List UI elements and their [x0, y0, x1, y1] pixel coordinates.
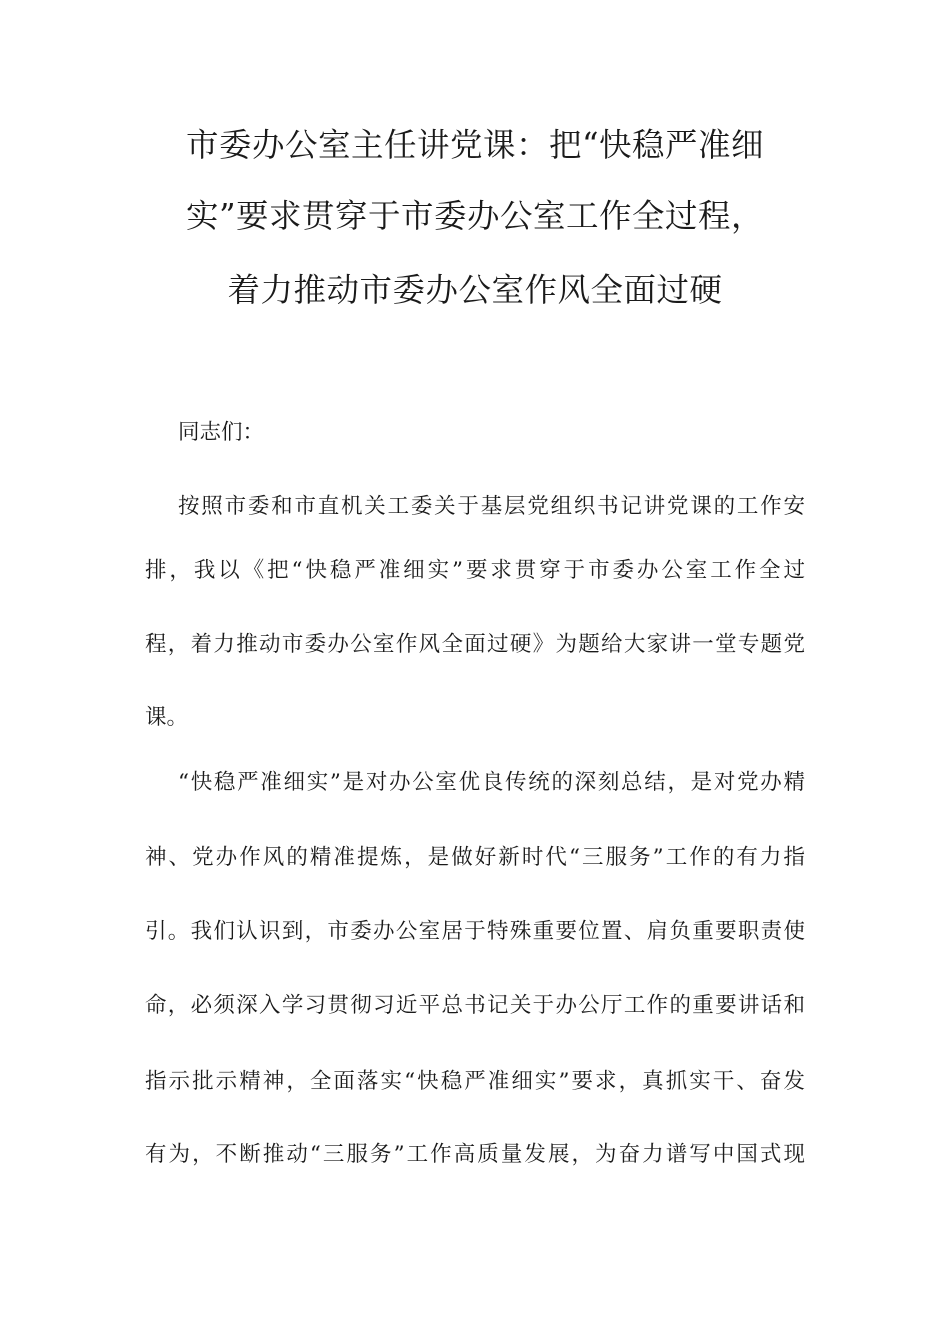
paragraph-line: “快稳严准细实”是对办公室优良传统的深刻总结，是对党办精 [178, 770, 805, 795]
salutation: 同志们： [178, 420, 265, 445]
paragraph-line: 课。 [145, 705, 189, 730]
paragraph-line: 指示批示精神，全面落实“快稳严准细实”要求，真抓实干、奋发 [145, 1069, 805, 1094]
title-line-3: 着力推动市委办公室作风全面过硬 [227, 271, 723, 309]
paragraph-line: 按照市委和市直机关工委关于基层党组织书记讲党课的工作安 [178, 494, 805, 519]
title-line-1: 市委办公室主任讲党课：把“快稳严准细 [185, 126, 765, 164]
paragraph-line: 排，我以《把“快稳严准细实”要求贯穿于市委办公室工作全过 [145, 558, 805, 583]
title-line-2: 实”要求贯穿于市委办公室工作全过程， [185, 197, 765, 235]
paragraph-line: 有为，不断推动“三服务”工作高质量发展，为奋力谱写中国式现 [145, 1142, 805, 1167]
paragraph-line: 程，着力推动市委办公室作风全面过硬》为题给大家讲一堂专题党 [145, 632, 805, 657]
paragraph-line: 引。我们认识到，市委办公室居于特殊重要位置、肩负重要职责使 [145, 919, 805, 944]
paragraph-line: 命，必须深入学习贯彻习近平总书记关于办公厅工作的重要讲话和 [145, 993, 805, 1018]
paragraph-line: 神、党办作风的精准提炼，是做好新时代“三服务”工作的有力指 [145, 845, 805, 870]
